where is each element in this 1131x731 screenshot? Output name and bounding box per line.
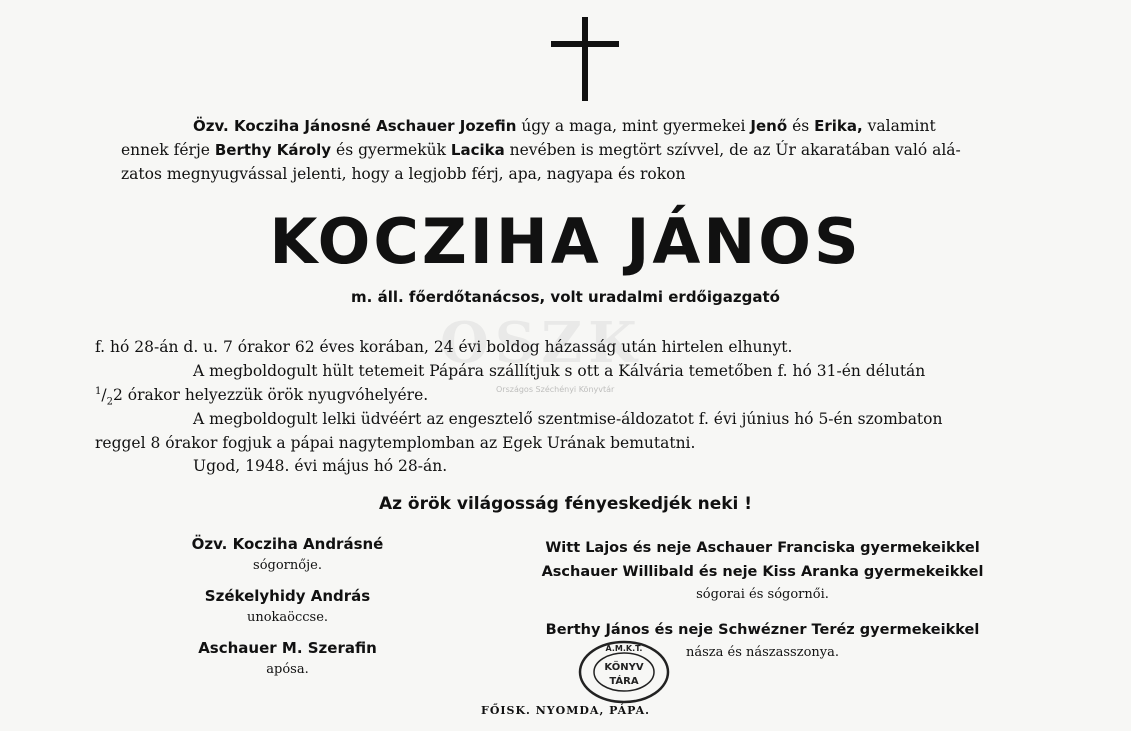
intro-name-highlight: Jenő — [750, 117, 788, 135]
mourner-group-name: Berthy János és neje Schwézner Teréz gyermekeikkel — [545, 622, 980, 638]
mourner-relation: apósa. — [266, 662, 309, 677]
stamp-ring-text: A.M.K.T. — [605, 644, 643, 653]
intro-text: és gyermekük — [331, 141, 451, 159]
mourners-left — [165, 532, 410, 680]
printer-imprint: FŐISK. NYOMDA, PÁPA. — [481, 704, 650, 717]
fraction-denominator: 2 — [106, 396, 113, 408]
mourner-group-name: Aschauer Willibald és neje Kiss Aranka gyermekeikkel — [541, 564, 984, 580]
intro-name-highlight: Özv. Kocziha Jánosné Aschauer Jozefin — [193, 117, 517, 135]
funeral-paragraph-line2: $^1/_22$ órakor helyezzük örök nyugvóhelyére. — [95, 386, 429, 408]
intro-text: és — [787, 117, 815, 135]
mourner-group-name: Witt Lajos és neje Aschauer Franciska gyermekeikkel — [545, 540, 980, 556]
announcement-intro — [121, 114, 1073, 186]
deceased-name: KOCZIHA JÁNOS — [269, 205, 862, 278]
intro-name-highlight: Erika, — [814, 117, 863, 135]
cross-icon — [551, 17, 619, 101]
stamp-center-top: KÖNYV — [604, 662, 644, 673]
intro-text: nevében is megtört szívvel, de az Úr akaratában való alá- — [504, 141, 961, 159]
mourner-name: Özv. Kocziha Andrásné — [191, 535, 384, 553]
place-date: Ugod, 1948. évi május hó 28-án. — [193, 457, 448, 475]
funeral-paragraph-line1: A megboldogult hült tetemeit Pápára szállítjuk s ott a Kálvária temetőben f. hó 31-én délután — [193, 362, 926, 380]
intro-line-1 — [121, 114, 1073, 138]
intro-text: valamint — [862, 117, 936, 135]
intro-text: ennek férje — [121, 141, 215, 159]
mourner-relation: sógornője. — [253, 558, 322, 573]
mourner-name: Székelyhidy András — [204, 587, 371, 605]
mass-paragraph-line2: reggel 8 órakor fogjuk a pápai nagytemplomban az Egek Urának bemutatni. — [95, 434, 696, 452]
intro-line-2 — [121, 138, 1073, 162]
watermark-caption: Országos Széchényi Könyvtár — [496, 385, 615, 394]
watermark: OSZK — [440, 310, 643, 376]
mass-paragraph-line1: A megboldogult lelki üdvéért az engesztelő szentmise-áldozatot f. évi június hó 5-én szombaton — [193, 410, 943, 428]
mourner-group-relation: násza és nászasszonya. — [685, 645, 840, 660]
death-notice-paragraph: f. hó 28-án d. u. 7 órakor 62 éves korában, 24 évi boldog házasság után hirtelen elhunyt. — [95, 338, 793, 356]
intro-name-highlight: Berthy Károly — [214, 141, 332, 159]
blessing: Az örök világosság fényeskedjék neki ! — [378, 494, 753, 514]
mourner-group-relation: sógorai és sógornői. — [696, 587, 829, 602]
stamp-center-bottom: TÁRA — [609, 676, 639, 687]
intro-name-highlight: Lacika — [450, 141, 505, 159]
intro-text: úgy a maga, mint gyermekei — [516, 117, 751, 135]
intro-line-3: zatos megnyugvással jelenti, hogy a legjobb férj, apa, nagyapa és rokon — [121, 165, 686, 183]
deceased-title: m. áll. főerdőtanácsos, volt uradalmi erdőigazgató — [351, 288, 780, 306]
library-stamp — [578, 640, 670, 704]
mourner-name: Aschauer M. Szerafin — [198, 639, 377, 657]
mourner-relation: unokaöccse. — [246, 610, 329, 625]
funeral-time-text: 2 órakor helyezzük örök nyugvóhelyére. — [112, 386, 429, 405]
fraction-numerator: 1 — [95, 386, 102, 397]
